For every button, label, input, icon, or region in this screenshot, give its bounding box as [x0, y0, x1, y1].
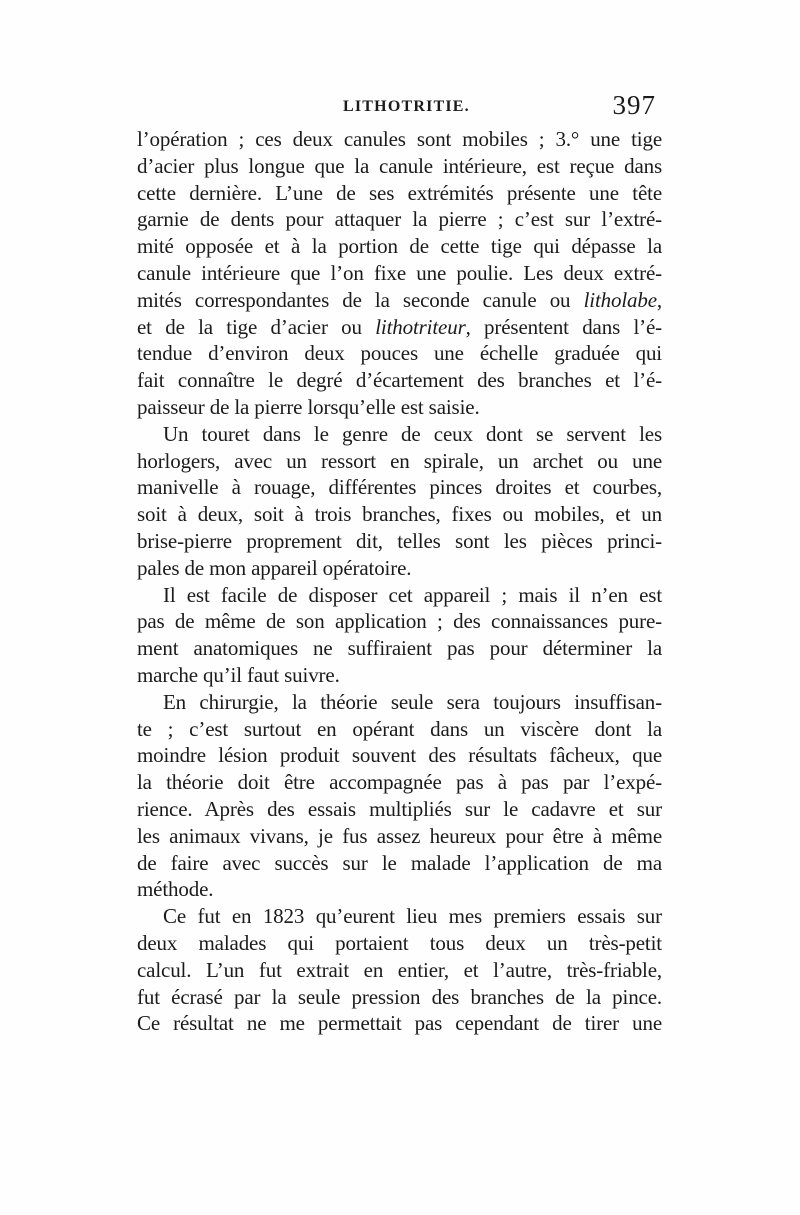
text-line: canule intérieure que l’on fixe une poulie. Les deux extré- [137, 260, 662, 285]
text-line: cette dernière. L’une de ses extrémités présente une tête [137, 180, 662, 205]
text-line: pales de mon appareil opératoire. [137, 555, 412, 580]
text-line [137, 314, 662, 341]
text-segment: , présentent dans l’é- [465, 314, 663, 339]
text-line [137, 287, 662, 314]
text-line: ment anatomiques ne suffiraient pas pour déterminer la [137, 636, 662, 661]
running-header [135, 92, 660, 126]
text-line: garnie de dents pour attaquer la pierre ; c’est sur l’extré- [137, 207, 662, 232]
text-line: paisseur de la pierre lorsqu’elle est saisie. [137, 394, 480, 419]
text-line: moindre lésion produit souvent des résultats fâcheux, que [137, 743, 662, 768]
text-line: tendue d’environ deux pouces une échelle graduée qui [137, 341, 662, 366]
running-title: LITHOTRITIE. [343, 98, 470, 115]
text-line: fait connaître le degré d’écartement des branches et l’é- [137, 368, 662, 393]
text-line: manivelle à rouage, différentes pinces droites et courbes, [137, 475, 662, 500]
italic-term: litholabe [583, 287, 657, 312]
text-segment: et de la tige d’acier ou [137, 314, 376, 339]
text-line: Ce résultat ne me permettait pas cependant de tirer une [137, 1011, 662, 1036]
text-line: calcul. L’un fut extrait en entier, et l’autre, très-friable, [137, 957, 662, 982]
text-line: En chirurgie, la théorie seule sera toujours insuffisan- [163, 689, 662, 714]
text-line: méthode. [137, 877, 214, 902]
text-line: deux malades qui portaient tous deux un très-petit [137, 930, 662, 955]
text-line: marche qu’il faut suivre. [137, 662, 340, 687]
text-line: l’opération ; ces deux canules sont mobiles ; 3.° une tige [137, 127, 662, 151]
text-line: la théorie doit être accompagnée pas à pas par l’expé- [137, 770, 662, 795]
text-line: horlogers, avec un ressort en spirale, un archet ou une [137, 448, 662, 473]
text-line: Ce fut en 1823 qu’eurent lieu mes premiers essais sur [163, 904, 662, 929]
text-line: d’acier plus longue que la canule intérieure, est reçue dans [137, 153, 662, 178]
text-line: rience. Après des essais multipliés sur le cadavre et sur [137, 796, 662, 821]
text-line: fut écrasé par la seule pression des branches de la pince. [137, 984, 662, 1009]
italic-term: lithotriteur [375, 314, 466, 339]
text-segment: , [656, 287, 662, 312]
text-line: brise-pierre proprement dit, telles sont les pièces princi- [137, 528, 662, 553]
page-number: 397 [612, 90, 656, 120]
text-line: soit à deux, soit à trois branches, fixes ou mobiles, et un [137, 502, 662, 527]
text-line: Il est facile de disposer cet appareil ; mais il n’en est [163, 582, 662, 607]
text-line: pas de même de son application ; des connaissances pure- [137, 609, 662, 634]
text-line: les animaux vivans, je fus assez heureux pour être à même [137, 823, 662, 848]
body-text [137, 126, 662, 1037]
text-line: mité opposée et à la portion de cette tige qui dépasse la [137, 234, 662, 259]
text-line: de faire avec succès sur le malade l’application de ma [137, 850, 662, 875]
text-line: te ; c’est surtout en opérant dans un viscère dont la [137, 716, 662, 741]
text-segment: mités correspondantes de la seconde canule ou [137, 287, 584, 312]
text-line: Un touret dans le genre de ceux dont se servent les [163, 421, 662, 446]
